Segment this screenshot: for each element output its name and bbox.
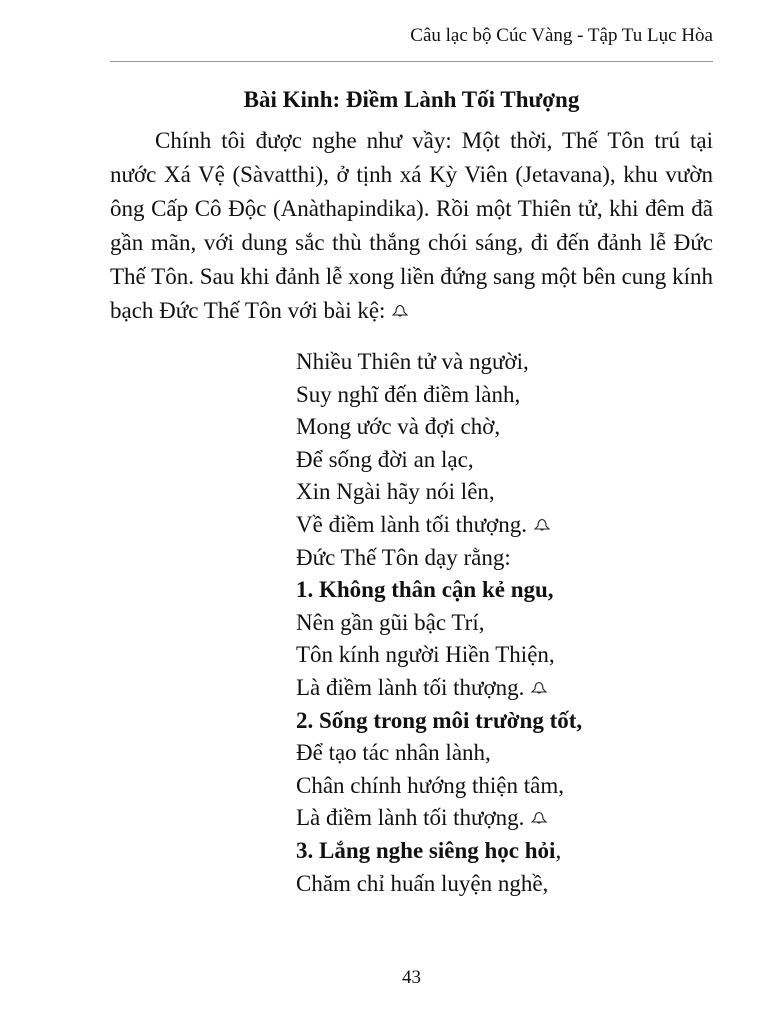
verse-line <box>296 444 716 477</box>
verse-line <box>296 705 716 738</box>
verse-line-text: Suy nghĩ đến điềm lành, <box>296 381 521 407</box>
verse-line <box>296 802 716 835</box>
verse-line <box>296 411 716 444</box>
bell-icon <box>391 303 409 317</box>
verse-line-text: 1. Không thân cận kẻ ngu, <box>296 577 554 603</box>
verse-line <box>296 574 716 607</box>
verse-line-text: 2. Sống trong môi trường tốt, <box>296 707 583 733</box>
verse-line <box>296 835 716 868</box>
verse-line <box>296 607 716 640</box>
verse-line-text: Là điềm lành tối thượng. <box>296 674 525 700</box>
verse-line-text: Để sống đời an lạc, <box>296 446 474 472</box>
verse-line <box>296 509 716 542</box>
verse-line <box>296 770 716 803</box>
verse-line-text: Về điềm lành tối thượng. <box>296 511 527 537</box>
verse-line <box>296 672 716 705</box>
verse-line-text: Chân chính hướng thiện tâm, <box>296 772 565 798</box>
verse-line <box>296 346 716 379</box>
verse-line <box>296 476 716 509</box>
sutta-title: Bài Kinh: Điềm Lành Tối Thượng <box>243 87 580 112</box>
verse-line-suffix: , <box>555 837 562 863</box>
verse-line-text: Nhiều Thiên tử và người, <box>296 349 529 374</box>
verse-line <box>296 379 716 412</box>
verse-line-text: Mong ước và đợi chờ, <box>296 414 501 440</box>
verse-line-text: Là điềm lành tối thượng. <box>296 805 525 831</box>
verse-block <box>296 346 716 900</box>
verse-line <box>296 737 716 770</box>
verse-line-text: Đức Thế Tôn dạy rằng: <box>296 544 511 570</box>
verse-line-text: 3. Lắng nghe siêng học hỏi <box>296 837 556 863</box>
verse-line <box>296 639 716 672</box>
bell-icon <box>530 810 548 824</box>
verse-line <box>296 868 716 901</box>
header-divider <box>110 61 713 62</box>
verse-line-text: Nên gần gũi bậc Trí, <box>296 609 485 635</box>
running-header: Câu lạc bộ Cúc Vàng - Tập Tu Lục Hòa <box>410 25 713 46</box>
verse-line <box>296 542 716 575</box>
verse-line-text: Xin Ngài hãy nói lên, <box>296 479 495 505</box>
verse-line-text: Tôn kính người Hiền Thiện, <box>296 642 555 668</box>
intro-text: Chính tôi được nghe như vầy: Một thời, Thế Tôn trú tại nước Xá Vệ (Sàvatthi), ở tịnh xá Kỳ Viên (Jetavana), khu vườn ông Cấp Cô Độc (Anàthapindika). Rồi một Thiên tử, khi đêm đã gần mãn, với dung sắc thù thắng chói sáng, đi đến đảnh lễ Đức Thế Tôn. Sau khi đảnh lễ xong liền đứng sang một bên cung kính bạch Đức Thế Tôn với bài kệ: <box>110 128 713 323</box>
page-number: 43 <box>402 967 421 988</box>
bell-icon <box>533 517 551 531</box>
intro-paragraph <box>110 124 713 328</box>
bell-icon <box>530 680 548 694</box>
verse-line-text: Chăm chỉ huấn luyện nghề, <box>296 870 549 896</box>
verse-line-text: Để tạo tác nhân lành, <box>296 740 491 766</box>
